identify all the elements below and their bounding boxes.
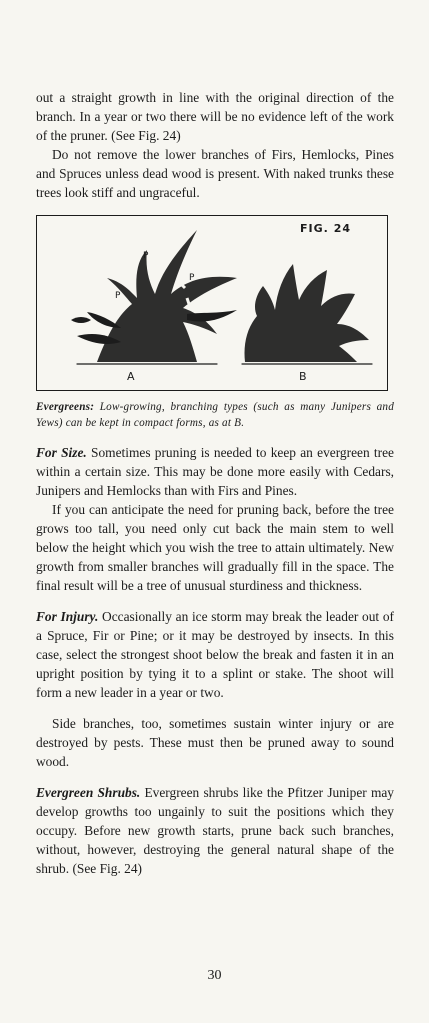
heading-for-size: For Size. (36, 445, 87, 460)
pruning-mark-3: P (189, 273, 195, 283)
heading-evergreen-shrubs: Evergreen Shrubs. (36, 785, 141, 800)
heading-for-injury: For Injury. (36, 609, 99, 624)
section-for-injury (36, 607, 394, 702)
caption-body: Low-growing, branching types (such as many Junipers and Yews) can be kept in compact forms, as at B. (36, 401, 394, 429)
section-evergreen-shrubs (36, 783, 394, 878)
shrub-b-drawing (245, 264, 370, 362)
figure-caption (36, 399, 394, 431)
figure-label: FIG. 24 (300, 222, 351, 235)
pruning-mark-2: P (143, 251, 149, 261)
shrub-a-drawing (71, 230, 237, 362)
paragraph-lower-branches: Do not remove the lower branches of Firs, Hemlocks, Pines and Spruces unless dead wood is present. With naked trunks these trees look stiff and ungraceful. (36, 147, 394, 200)
shrub-illustration (37, 216, 387, 390)
page-body (36, 88, 394, 878)
paragraph-continuation: out a straight growth in line with the original direction of the branch. In a year or two there will be no evidence left of the work of the pruner. (See Fig. 24) (36, 90, 394, 143)
figure-frame (36, 215, 388, 391)
section-for-size (36, 443, 394, 500)
for-injury-body: Occasionally an ice storm may break the leader out of a Spruce, Fir or Pine; or it may be destroyed by insects. In this case, select the strongest shoot below the break and fasten it in an upright position by tying it to a splint or stake. The shoot will form a new leader in a year or two. (36, 609, 394, 700)
figure-24 (36, 215, 394, 431)
for-size-body: Sometimes pruning is needed to keep an evergreen tree within a certain size. This may be done more easily with Cedars, Junipers and Hemlocks than with Firs and Pines. (36, 445, 394, 498)
shrub-b-label: B (299, 370, 307, 383)
pruning-mark-1: P (115, 291, 121, 301)
page-number: 30 (207, 968, 222, 983)
paragraph-anticipate: If you can anticipate the need for pruning back, before the tree grows too tall, you need only cut back the main stem to well below the height which you wish the tree to attain ultimately. New growth from smaller branches will gradually fill in the space. The final result will be a tree of unusual sturdiness and thickness. (36, 502, 394, 593)
evergreen-shrubs-body: Evergreen shrubs like the Pfitzer Juniper may develop growths too ungainly to suit the positions which they occupy. Before new growth starts, prune back such branches, without, however, destroying the general natural shape of the shrub. (See Fig. 24) (36, 785, 394, 876)
caption-lead: Evergreens: (36, 401, 95, 413)
paragraph-side-branches: Side branches, too, sometimes sustain winter injury or are destroyed by pests. These must then be pruned away to sound wood. (36, 716, 394, 769)
shrub-a-label: A (127, 370, 135, 383)
